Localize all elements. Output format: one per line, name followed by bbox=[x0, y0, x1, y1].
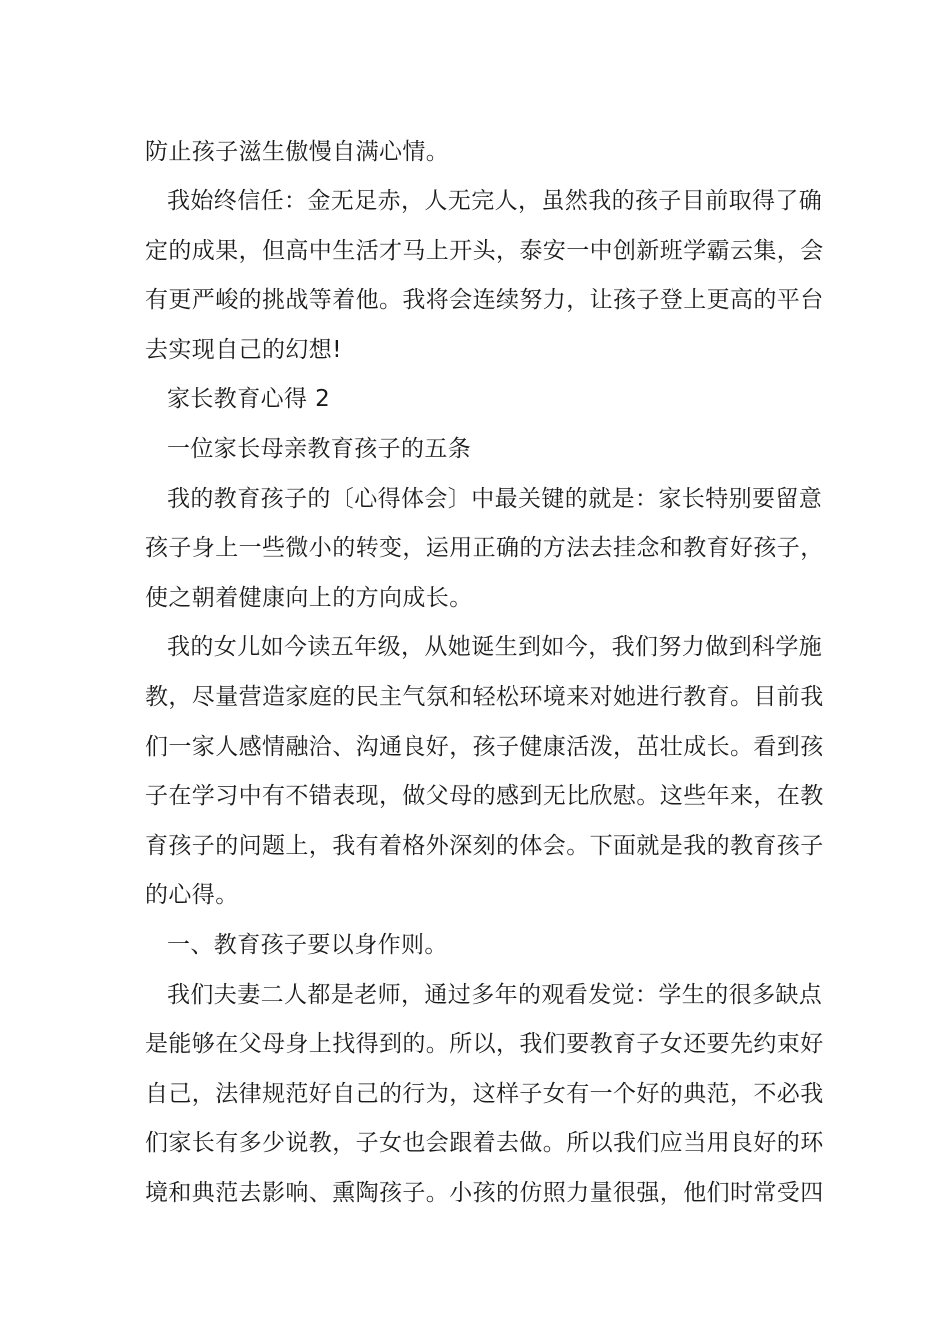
text-line: 去实现自己的幻想! bbox=[145, 337, 342, 363]
text-line: 自己，法律规范好自己的行为，这样子女有一个好的典范，不必我 bbox=[145, 1081, 824, 1107]
paragraph-start: 我们夫妻二人都是老师，通过多年的观看发觉：学生的很多缺点 bbox=[167, 982, 823, 1008]
paragraph-start: 我始终信任：金无足赤，人无完人，虽然我的孩子目前取得了确 bbox=[167, 188, 823, 214]
subtitle: 一位家长母亲教育孩子的五条 bbox=[167, 436, 472, 462]
text-line: 教，尽量营造家庭的民主气氛和轻松环境来对她进行教育。目前我 bbox=[145, 684, 824, 710]
paragraph-start: 我的女儿如今读五年级，从她诞生到如今，我们努力做到科学施 bbox=[167, 634, 823, 660]
text-line: 防止孩子滋生傲慢自满心情。 bbox=[145, 139, 450, 165]
text-line: 们家长有多少说教，子女也会跟着去做。所以我们应当用良好的环 bbox=[145, 1130, 824, 1156]
section-heading: 家长教育心得 2 bbox=[167, 386, 331, 412]
paragraph-start: 我的教育孩子的〔心得体会〕中最关键的就是：家长特别要留意 bbox=[167, 486, 823, 512]
list-heading: 一、教育孩子要以身作则。 bbox=[167, 932, 448, 958]
text-line: 有更严峻的挑战等着他。我将会连续努力，让孩子登上更高的平台 bbox=[145, 287, 824, 313]
text-line: 使之朝着健康向上的方向成长。 bbox=[145, 585, 473, 611]
text-line: 孩子身上一些微小的转变，运用正确的方法去挂念和教育好孩子， bbox=[145, 535, 824, 561]
text-line: 子在学习中有不错表现，做父母的感到无比欣慰。这些年来，在教 bbox=[145, 783, 824, 809]
text-line: 定的成果，但高中生活才马上开头，泰安一中创新班学霸云集，会 bbox=[145, 238, 824, 264]
text-line: 的心得。 bbox=[145, 882, 239, 908]
text-line: 育孩子的问题上，我有着格外深刻的体会。下面就是我的教育孩子 bbox=[145, 833, 824, 859]
text-line: 们一家人感情融洽、沟通良好，孩子健康活泼，茁壮成长。看到孩 bbox=[145, 734, 824, 760]
text-line: 境和典范去影响、熏陶孩子。小孩的仿照力量很强，他们时常受四 bbox=[145, 1180, 824, 1206]
text-line: 是能够在父母身上找得到的。所以，我们要教育子女还要先约束好 bbox=[145, 1031, 824, 1057]
